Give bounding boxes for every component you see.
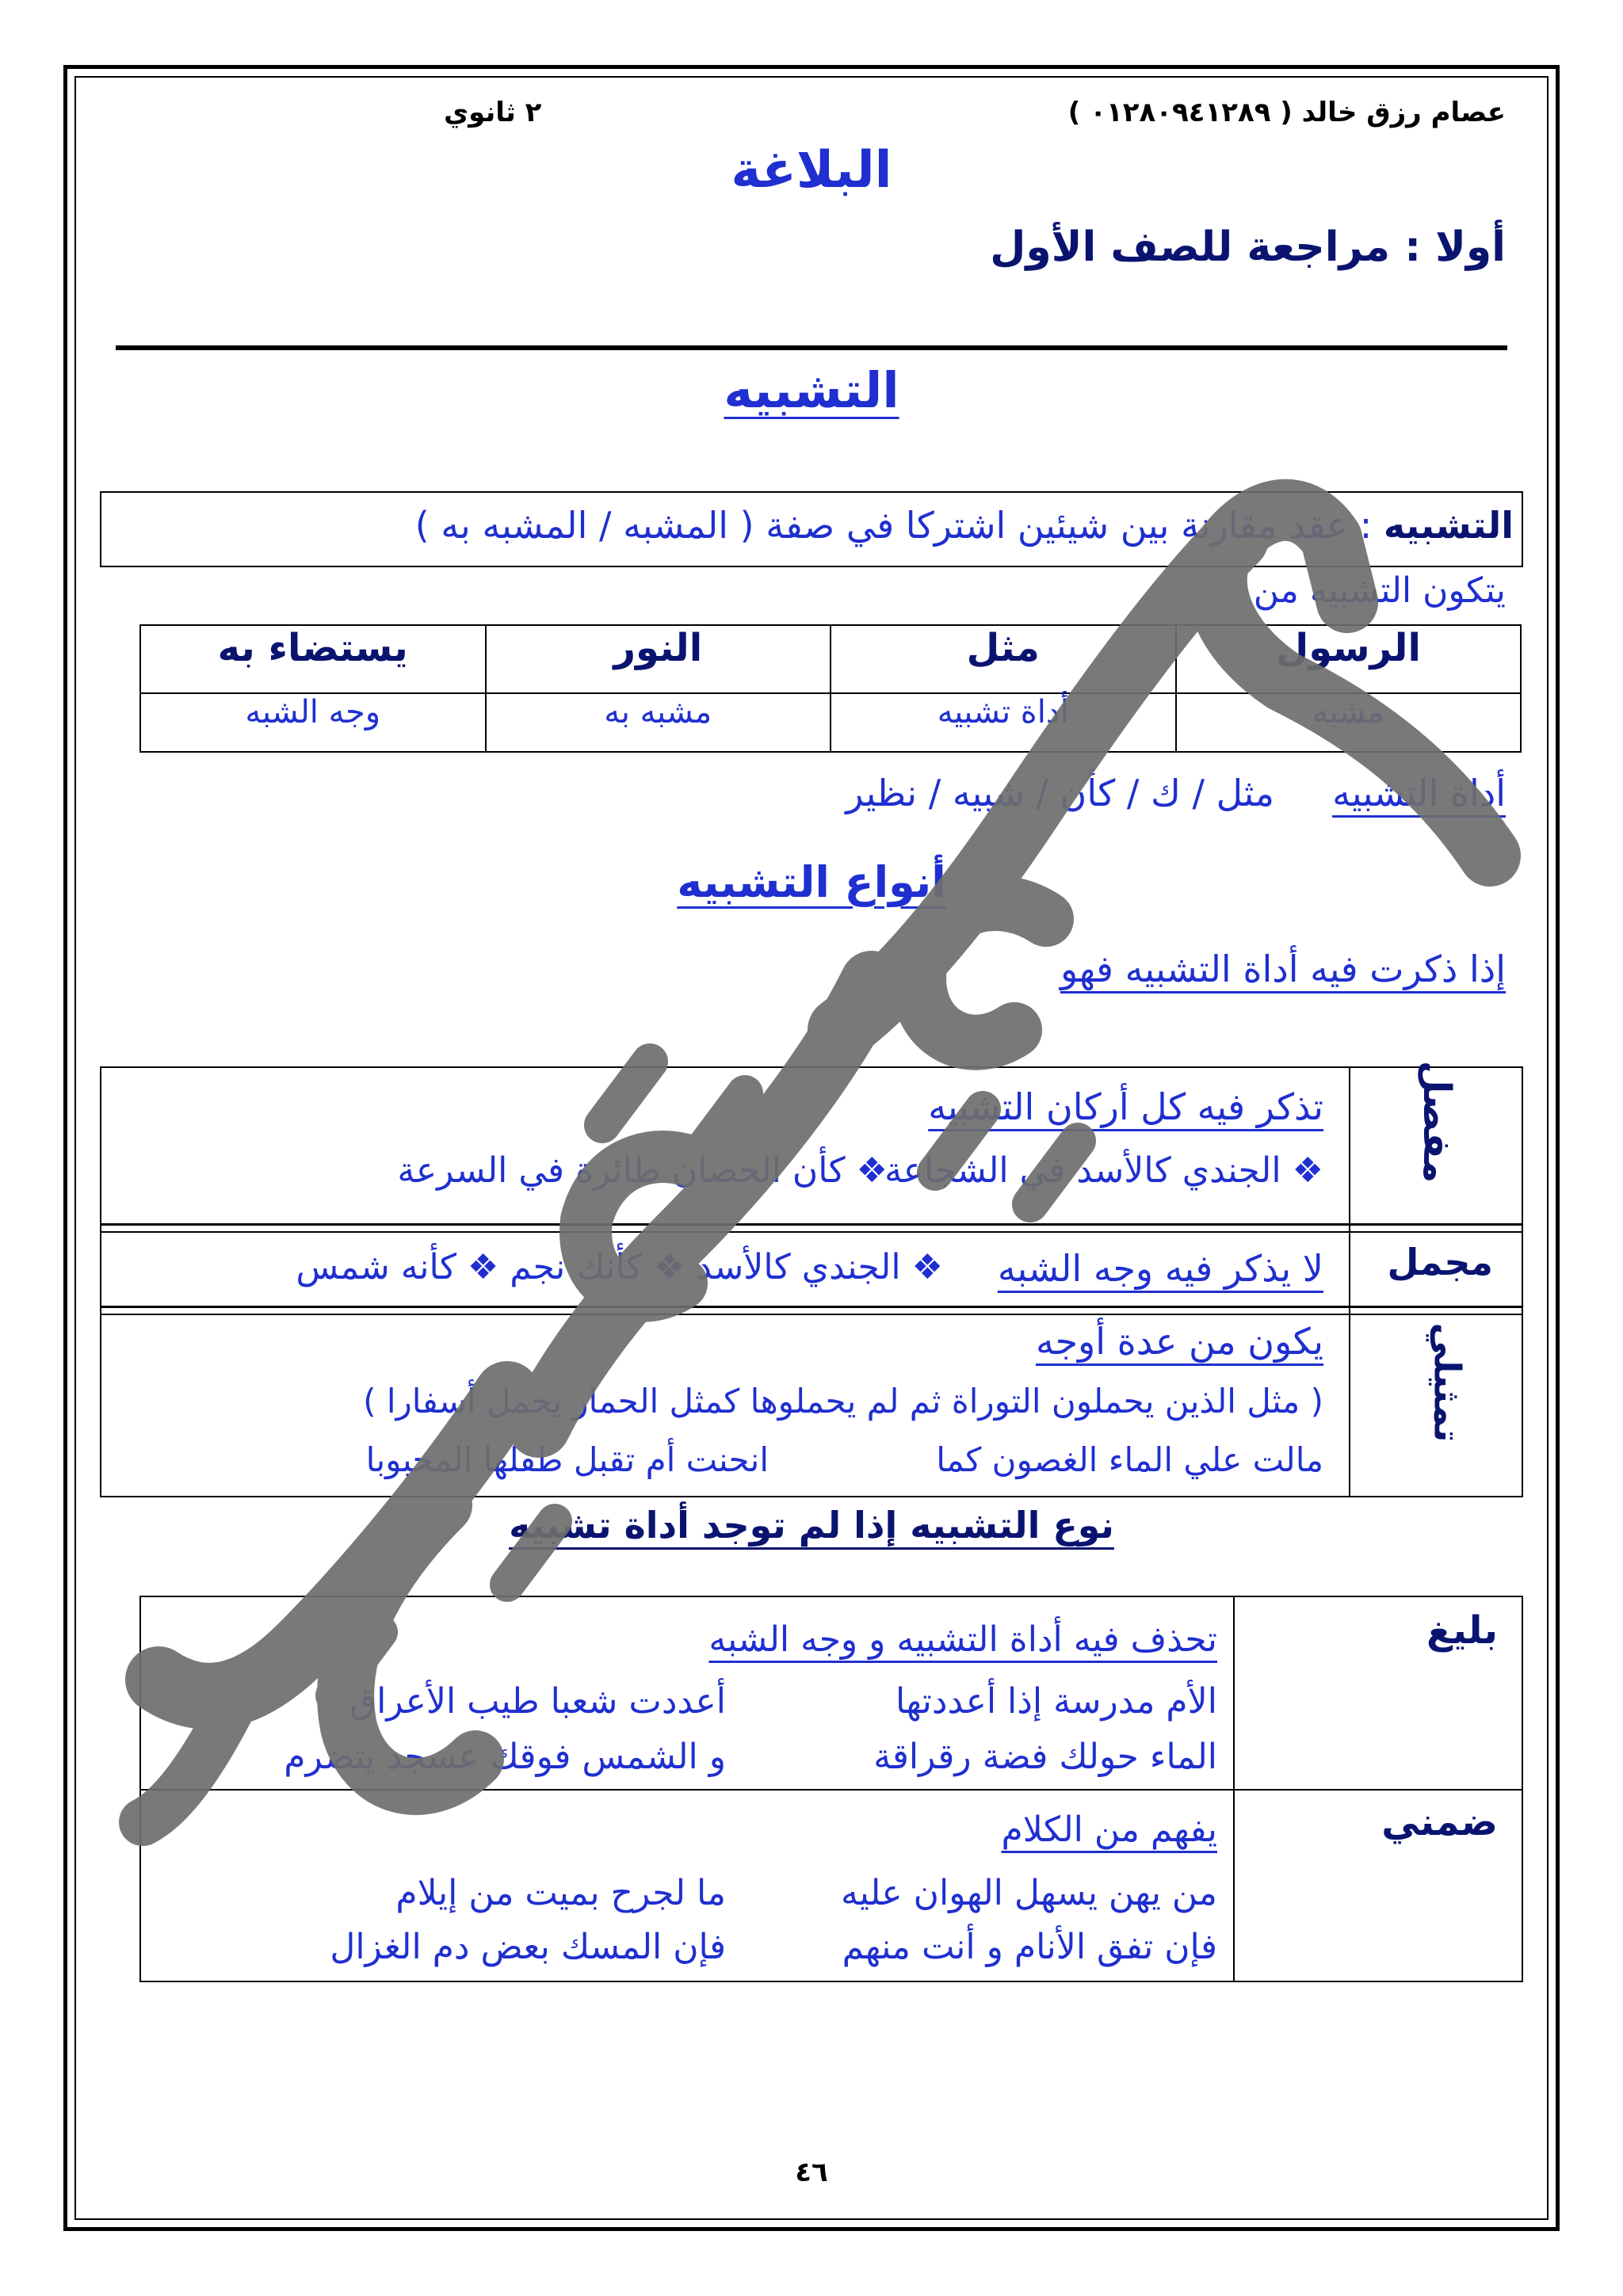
type-name-mufassal: مفصل [1414, 1060, 1459, 1184]
types-table [100, 1060, 1523, 1497]
tool-values: مثل / ك / كأن / شبيه / نظير [846, 772, 1274, 814]
type-desc-baligh: تحذف فيه أداة التشبيه و وجه الشبه [708, 1619, 1217, 1660]
pillar-cell: يستضاء به [140, 625, 486, 693]
verse-right: مالت علي الماء الغصون كما [936, 1440, 1323, 1479]
verse-left: أعددت شعبا طيب الأعراق [349, 1681, 726, 1722]
type-desc-mufassal: تذكر فيه كل أركان التشبيه [928, 1085, 1323, 1128]
type-desc-tamthili: يكون من عدة أوجه [1035, 1320, 1323, 1363]
section-title: التشبيه [724, 361, 899, 419]
verse-right: من يهن يسهل الهوان عليه [841, 1873, 1217, 1913]
tool-label: أداة التشبيه [1332, 772, 1506, 814]
no-tool-title: نوع التشبيه إذا لم توجد أداة تشبيه [509, 1504, 1114, 1547]
verse-left: ما لجرح بميت من إيلام [395, 1873, 726, 1913]
review-subtitle: أولا : مراجعة للصف الأول [990, 223, 1506, 271]
type-example-mufassal-2: ❖ كأن الحصان طائرة في السرعة [397, 1150, 888, 1191]
grade-label: ٢ ثانوي [444, 97, 542, 128]
verse-right: فإن تفق الأنام و أنت منهم [842, 1927, 1217, 1967]
type-name-mujmal: مجمل [1387, 1241, 1493, 1283]
page-number: ٤٦ [795, 2157, 828, 2188]
page-title: البلاغة [731, 141, 892, 200]
type-desc-mujmal: لا يذكر فيه وجه الشبه [997, 1247, 1323, 1290]
type-desc-dimni: يفهم من الكلام [1001, 1810, 1217, 1850]
no-tool-table [139, 1596, 1523, 1982]
type-examples-mujmal: ❖ الجندي كالأسد ❖ كأنك نجم ❖ كأنه شمس [296, 1247, 943, 1287]
pillar-cell: مثل [831, 625, 1176, 693]
no-tool-row-separator [141, 1789, 1522, 1791]
divider-line [116, 345, 1507, 350]
pillar-role: مشبه به [486, 693, 831, 752]
types-row-separator [101, 1306, 1522, 1308]
types-row-separator [101, 1231, 1522, 1233]
types-row-separator [101, 1223, 1522, 1226]
composition-intro: يتكون التشبيه من [1253, 570, 1506, 611]
type-name-dimni: ضمني [1381, 1800, 1498, 1844]
verse-right: الماء حولك فضة رقراقة [873, 1737, 1217, 1777]
pillar-cell: النور [486, 625, 831, 693]
types-row-separator [101, 1314, 1522, 1315]
pillars-table [139, 624, 1522, 753]
verse-right: الأم مدرسة إذا أعددتها [895, 1681, 1217, 1722]
author-line: عصام رزق خالد ( ٠١٢٨٠٩٤١٢٨٩ ) [1067, 97, 1506, 128]
types-intro: إذا ذكرت فيه أداة التشبيه فهو [1060, 948, 1506, 990]
definition-term: التشبيه [1383, 504, 1514, 547]
pillar-role: أداة تشبيه [831, 693, 1176, 752]
type-example-tamthili-1: ( مثل الذين يحملون التوراة ثم لم يحملوها كمثل الحمار يحمل أسفارا ) [363, 1382, 1323, 1421]
type-example-mufassal-1: ❖ الجندي كالأسد في الشجاعة [884, 1150, 1323, 1191]
pillar-role: وجه الشبه [140, 693, 486, 752]
verse-left: انحنت أم تقبل طفلها المحبوبا [365, 1440, 769, 1479]
definition-text [415, 504, 1514, 547]
type-name-tamthili: تمثيلي [1426, 1322, 1469, 1443]
verse-left: و الشمس فوقك عسجد يتضرم [284, 1737, 726, 1777]
types-title: أنواع التشبيه [677, 857, 946, 907]
pillar-role: مشبه [1176, 693, 1522, 752]
definition-box [100, 491, 1523, 567]
pillar-cell: الرسول [1176, 625, 1522, 693]
type-name-baligh: بليغ [1426, 1608, 1498, 1653]
types-table-divider [1349, 1068, 1350, 1496]
verse-left: فإن المسك بعض دم الغزال [330, 1927, 726, 1967]
definition-body: : عقد مقارنة بين شيئين اشتركا في صفة ( المشبه / المشبه به ) [414, 504, 1373, 547]
